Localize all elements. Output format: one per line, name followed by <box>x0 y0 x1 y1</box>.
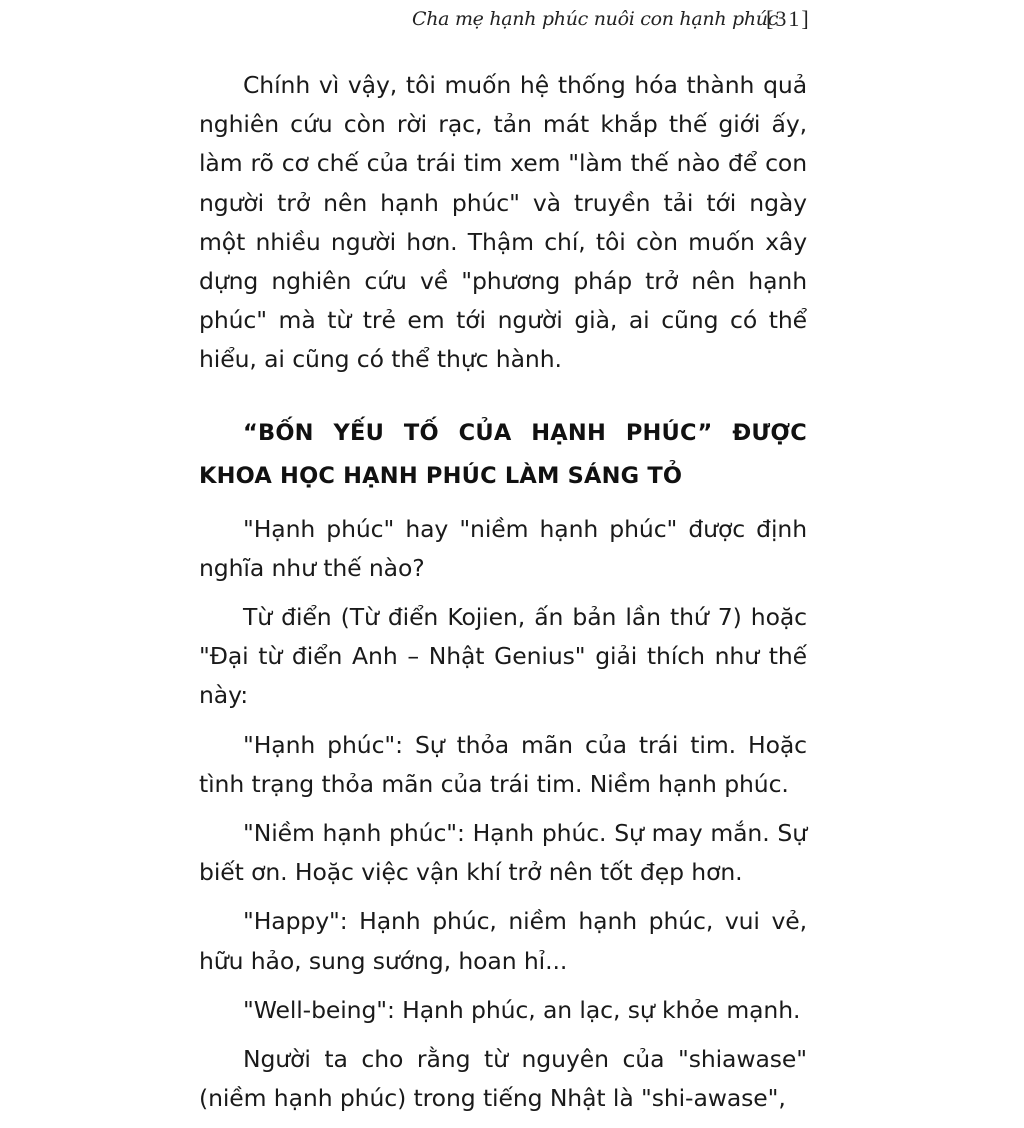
page-header <box>0 6 1024 36</box>
paragraph-intro: Chính vì vậy, tôi muốn hệ thống hóa thành quả nghiên cứu còn rời rạc, tản mát khắp thế giới ấy, làm rõ cơ chế của trái tim xem "làm thế nào để con người trở nên hạnh phúc" và truyền tải tới ngày một nhiều người hơn. Thậm chí, tôi còn muốn xây dựng nghiên cứu về "phương pháp trở nên hạnh phúc" mà từ trẻ em tới người già, ai cũng có thể hiểu, ai cũng có thể thực hành. <box>199 71 807 374</box>
page-body <box>199 66 807 1128</box>
paragraph-definition-happy: "Happy": Hạnh phúc, niềm hạnh phúc, vui vẻ, hữu hảo, sung sướng, hoan hỉ... <box>199 907 807 975</box>
paragraph-dictionary-source: Từ điển (Từ điển Kojien, ấn bản lần thứ 7) hoặc "Đại từ điển Anh – Nhật Genius" giải thích như thế này: <box>199 603 807 710</box>
running-title: Cha mẹ hạnh phúc nuôi con hạnh phúc <box>412 8 779 30</box>
section-heading: “BỐN YẾU TỐ CỦA HẠNH PHÚC” ĐƯỢC KHOA HỌC HẠNH PHÚC LÀM SÁNG TỎ <box>199 419 807 489</box>
paragraph-definition-hanh-phuc: "Hạnh phúc": Sự thỏa mãn của trái tim. Hoặc tình trạng thỏa mãn của trái tim. Niềm hạnh phúc. <box>199 730 807 798</box>
paragraph-etymology: Người ta cho rằng từ nguyên của "shiawase" (niềm hạnh phúc) trong tiếng Nhật là "shi-awase", <box>199 1045 807 1113</box>
paragraph-definition-question: "Hạnh phúc" hay "niềm hạnh phúc" được định nghĩa như thế nào? <box>199 514 807 582</box>
page-number: [31] <box>766 6 811 31</box>
paragraph-definition-niem-hanh-phuc: "Niềm hạnh phúc": Hạnh phúc. Sự may mắn. Sự biết ơn. Hoặc việc vận khí trở nên tốt đẹp hơn. <box>199 819 807 887</box>
paragraph-definition-well-being: "Well-being": Hạnh phúc, an lạc, sự khỏe mạnh. <box>243 995 801 1024</box>
